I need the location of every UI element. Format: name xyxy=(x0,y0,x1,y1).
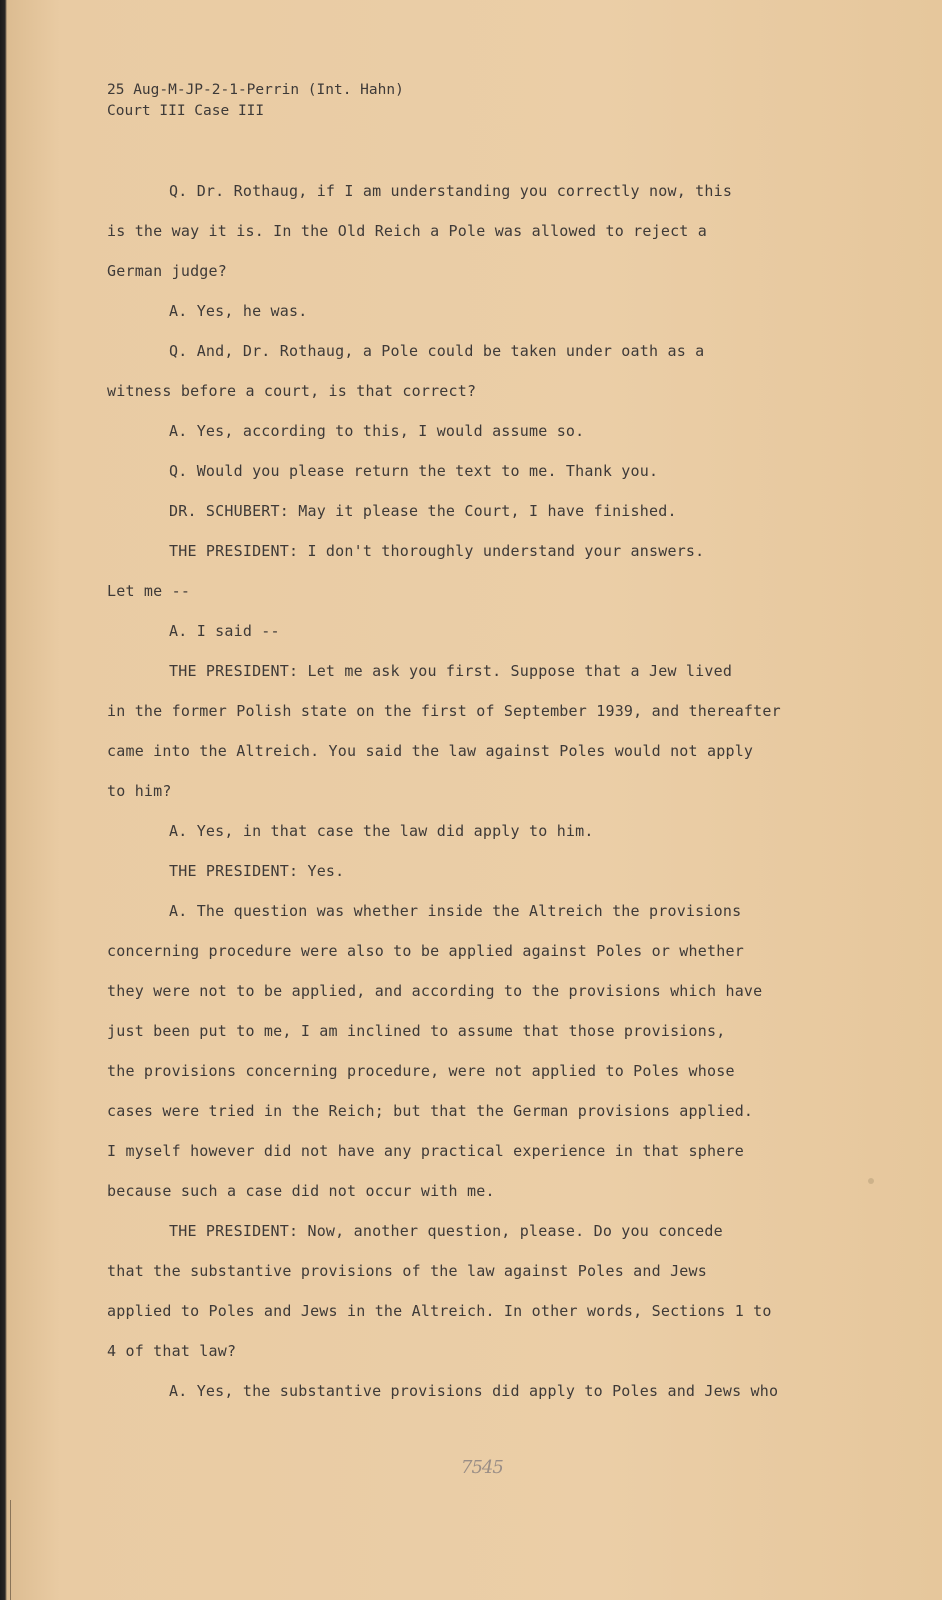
transcript-line: A. Yes, in that case the law did apply to him. xyxy=(169,822,594,840)
transcript-line: in the former Polish state on the first of September 1939, and thereafter xyxy=(107,702,781,720)
transcript-line: DR. SCHUBERT: May it please the Court, I have finished. xyxy=(169,502,677,520)
transcript-line: Q. Would you please return the text to me. Thank you. xyxy=(169,462,659,480)
transcript-line: 4 of that law? xyxy=(107,1342,237,1360)
transcript-line: is the way it is. In the Old Reich a Pole was allowed to reject a xyxy=(107,222,707,240)
transcript-line: THE PRESIDENT: I don't thoroughly understand your answers. xyxy=(169,542,705,560)
transcript-line: Let me -- xyxy=(107,582,191,600)
transcript-line: to him? xyxy=(107,782,172,800)
transcript-line: Q. Dr. Rothaug, if I am understanding you correctly now, this xyxy=(169,182,733,200)
transcript-line: because such a case did not occur with me. xyxy=(107,1182,495,1200)
transcript-line: A. Yes, the substantive provisions did apply to Poles and Jews who xyxy=(169,1382,779,1400)
transcript-line: Q. And, Dr. Rothaug, a Pole could be taken under oath as a xyxy=(169,342,705,360)
transcript-line: A. Yes, he was. xyxy=(169,302,308,320)
transcript-line: A. I said -- xyxy=(169,622,280,640)
transcript-line: that the substantive provisions of the law against Poles and Jews xyxy=(107,1262,707,1280)
page-number: 7545 xyxy=(461,1457,503,1478)
transcript-line: German judge? xyxy=(107,262,227,280)
header-court: Court III Case III xyxy=(107,103,265,119)
transcript-line: I myself however did not have any practical experience in that sphere xyxy=(107,1142,744,1160)
transcript-line: the provisions concerning procedure, were not applied to Poles whose xyxy=(107,1062,735,1080)
transcript-line: THE PRESIDENT: Now, another question, please. Do you concede xyxy=(169,1222,723,1240)
transcript-line: concerning procedure were also to be applied against Poles or whether xyxy=(107,942,744,960)
transcript-line: A. The question was whether inside the Altreich the provisions xyxy=(169,902,742,920)
page-edge-line xyxy=(10,1500,11,1600)
transcript-body xyxy=(107,180,867,1420)
transcript-line: cases were tried in the Reich; but that the German provisions applied. xyxy=(107,1102,754,1120)
transcript-line: A. Yes, according to this, I would assume so. xyxy=(169,422,585,440)
header-reference: 25 Aug-M-JP-2-1-Perrin (Int. Hahn) xyxy=(107,82,404,98)
transcript-line: applied to Poles and Jews in the Altreich. In other words, Sections 1 to xyxy=(107,1302,772,1320)
transcript-line: came into the Altreich. You said the law against Poles would not apply xyxy=(107,742,754,760)
transcript-line: THE PRESIDENT: Let me ask you first. Suppose that a Jew lived xyxy=(169,662,733,680)
transcript-line: they were not to be applied, and according to the provisions which have xyxy=(107,982,763,1000)
transcript-line: THE PRESIDENT: Yes. xyxy=(169,862,345,880)
document-header xyxy=(107,80,404,122)
paper-speck xyxy=(868,1178,874,1184)
transcript-line: just been put to me, I am inclined to assume that those provisions, xyxy=(107,1022,726,1040)
transcript-line: witness before a court, is that correct? xyxy=(107,382,477,400)
